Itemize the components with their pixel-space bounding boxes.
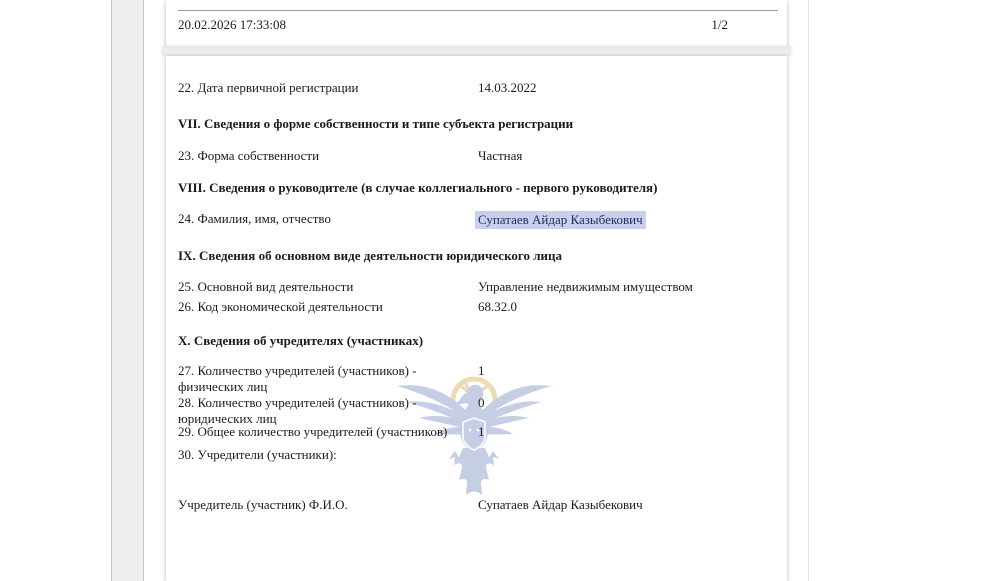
section-title: IX. Сведения об основном виде деятельности юридического лица bbox=[178, 248, 562, 263]
field-value: 14.03.2022 bbox=[478, 80, 537, 95]
field-label: 27. Количество учредителей (участников) - физических лиц bbox=[178, 363, 417, 394]
doc-row-25 bbox=[178, 279, 775, 295]
doc-row-27 bbox=[178, 363, 775, 394]
doc-row-29 bbox=[178, 424, 775, 440]
section-header-ix bbox=[178, 248, 775, 264]
doc-row-26 bbox=[178, 299, 775, 315]
section-title: VII. Сведения о форме собственности и типе субъекта регистрации bbox=[178, 116, 574, 131]
field-value: 1 bbox=[478, 424, 485, 439]
field-label: 24. Фамилия, имя, отчество bbox=[178, 211, 331, 226]
field-value: 1 bbox=[478, 363, 485, 378]
field-value: Управление недвижимым имуществом bbox=[478, 279, 693, 294]
field-value: 0 bbox=[478, 395, 485, 410]
field-label: 28. Количество учредителей (участников) - юридических лиц bbox=[178, 395, 417, 426]
doc-row-24 bbox=[178, 211, 775, 227]
field-label: 29. Общее количество учредителей (участников) bbox=[178, 424, 448, 439]
field-label: 25. Основной вид деятельности bbox=[178, 279, 354, 294]
field-value-selected-text: Супатаев Айдар Казыбекович bbox=[475, 211, 646, 229]
doc-row-23 bbox=[178, 148, 775, 164]
field-label: 23. Форма собственности bbox=[178, 148, 320, 163]
doc-row-30 bbox=[178, 447, 775, 463]
doc-row-28 bbox=[178, 395, 775, 426]
field-value: 68.32.0 bbox=[478, 299, 517, 314]
field-label: 26. Код экономической деятельности bbox=[178, 299, 383, 314]
field-value: Супатаев Айдар Казыбекович bbox=[478, 497, 643, 512]
footer-divider bbox=[178, 10, 778, 11]
field-label: Учредитель (участник) Ф.И.О. bbox=[178, 497, 348, 512]
field-label: 30. Учредители (участники): bbox=[178, 447, 337, 462]
scrollbar-track[interactable] bbox=[111, 0, 144, 581]
field-label: 22. Дата первичной регистрации bbox=[178, 80, 359, 95]
footer-timestamp: 20.02.2026 17:33:08 bbox=[178, 17, 286, 32]
document-page-2 bbox=[166, 56, 787, 581]
doc-row-22 bbox=[178, 80, 775, 96]
section-title: VIII. Сведения о руководителе (в случае коллегиального - первого руководителя) bbox=[178, 180, 658, 195]
document-page-1 bbox=[166, 0, 787, 46]
page-gap bbox=[162, 46, 791, 56]
field-value: Частная bbox=[478, 148, 523, 163]
section-header-viii bbox=[178, 180, 775, 196]
panel-divider bbox=[808, 0, 809, 581]
section-header-vii bbox=[178, 116, 775, 132]
doc-row-founder bbox=[178, 497, 775, 513]
section-title: X. Сведения об учредителях (участниках) bbox=[178, 333, 424, 348]
footer-page-number: 1/2 bbox=[711, 17, 728, 32]
section-header-x bbox=[178, 333, 775, 349]
